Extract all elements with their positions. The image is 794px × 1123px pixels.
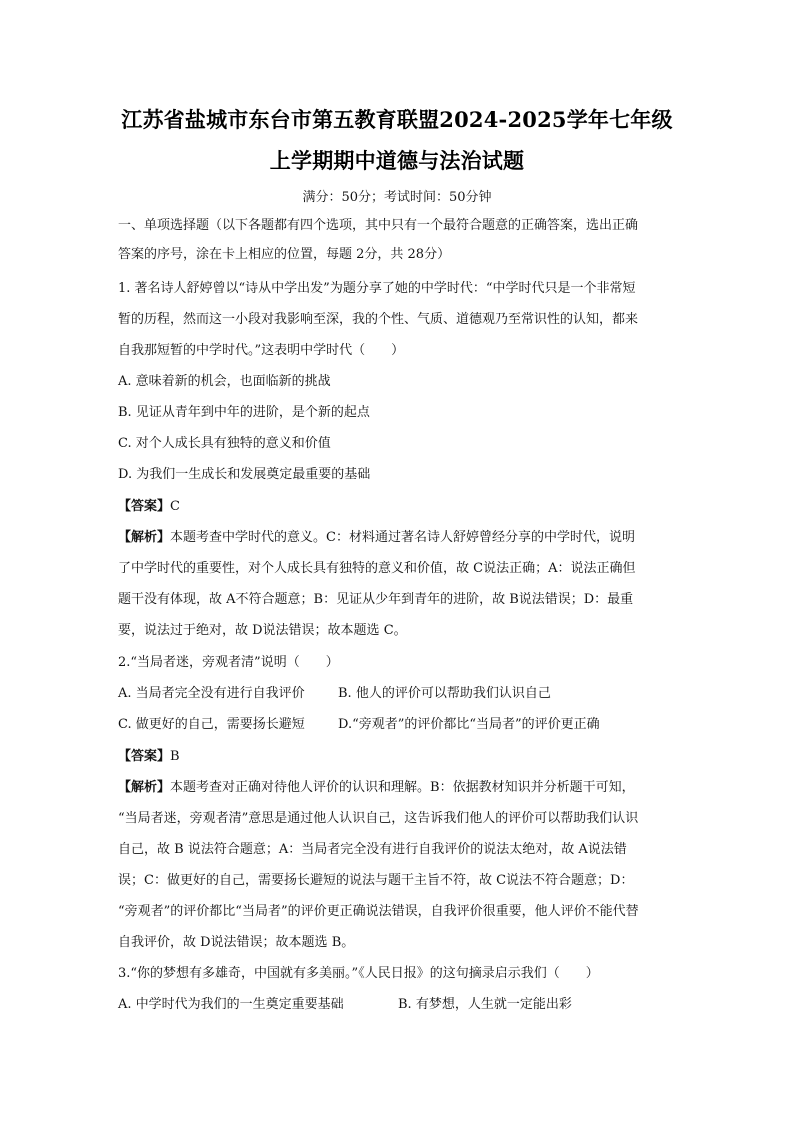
- question-2-analysis-end: 自我评价，故 D说法错误；故本题选 B。: [118, 935, 355, 950]
- question-1-analysis-cont: 了中学时代的重要性，对个人成长具有独特的意义和价值，故 C说法正确；A：说法正确但: [118, 561, 636, 576]
- document-title-line-2: 上学期期中道德与法治试题: [269, 148, 525, 173]
- question-2-stem: 2.“当局者迷，旁观者清”说明（ ）: [118, 655, 339, 670]
- question-1-option-a: A. 意味着新的机会，也面临新的挑战: [118, 374, 331, 389]
- question-2-analysis: [118, 778, 678, 798]
- answer-value: B: [170, 749, 180, 764]
- question-1-option-d: D. 为我们一生成长和发展奠定最重要的基础: [118, 467, 371, 482]
- answer-tag: 【答案】: [118, 499, 171, 514]
- analysis-tag: 【解析】: [118, 530, 171, 545]
- question-2-analysis-cont: 自己，故 B 说法符合题意；A：当局者完全没有进行自我评价的说法太绝对，故 A说法错: [118, 842, 627, 857]
- question-3-stem: 3.“你的梦想有多雄奇，中国就有多美丽。”《人民日报》的这句摘录启示我们（ ）: [118, 966, 599, 981]
- question-1-analysis-cont: 题干没有体现，故 A不符合题意；B：见证从少年到青年的进阶，故 B说法错误；D：最重: [118, 592, 634, 607]
- analysis-tag: 【解析】: [118, 780, 171, 795]
- question-1-analysis: [118, 528, 678, 548]
- question-2-option-c: C. 做更好的自己，需要扬长避短: [118, 717, 305, 732]
- question-3-option-b: B. 有梦想，人生就一定能出彩: [398, 997, 572, 1012]
- question-2-answer: [118, 747, 678, 767]
- answer-tag: 【答案】: [118, 749, 171, 764]
- section-heading: 一、单项选择题（以下各题都有四个选项，其中只有一个最符合题意的正确答案，选出正确: [118, 218, 639, 233]
- question-1-option-c: C. 对个人成长具有独特的意义和价值: [118, 436, 331, 451]
- question-1-stem-end: 自我那短暂的中学时代。”这表明中学时代（ ）: [118, 343, 405, 358]
- question-2-analysis-cont: “当局者迷，旁观者清”意思是通过他人认识自己，这告诉我们他人的评价可以帮助我们认识: [118, 811, 639, 826]
- question-3-options-row-1: [118, 995, 678, 1015]
- question-3-option-a: A. 中学时代为我们的一生奠定重要基础: [118, 997, 344, 1012]
- question-1-analysis-end: 要，说法过于绝对，故 D说法错误；故本题选 C。: [118, 623, 407, 638]
- question-2-option-d: D.“旁观者”的评价都比“当局者”的评价更正确: [338, 717, 600, 732]
- document-title-line-1: 江苏省盐城市东台市第五教育联盟2024-2025学年七年级: [121, 107, 673, 132]
- section-heading-cont: 答案的序号，涂在卡上相应的位置，每题 2分，共 28分）: [118, 247, 451, 262]
- question-1-stem-cont: 暂的历程，然而这一小段对我影响至深，我的个性、气质、道德观乃至常识性的认知，都来: [118, 312, 639, 327]
- question-1-option-b: B. 见证从青年到中年的进阶，是个新的起点: [118, 405, 370, 420]
- analysis-text: 本题考查对正确对待他人评价的认识和理解。B：依据教材知识并分析题干可知，: [170, 780, 635, 795]
- analysis-text: 本题考查中学时代的意义。C：材料通过著名诗人舒婷曾经分享的中学时代，说明: [170, 530, 635, 545]
- question-2-options-row-2: [118, 715, 678, 735]
- question-1-answer: [118, 497, 678, 517]
- question-2-option-b: B. 他人的评价可以帮助我们认识自己: [338, 686, 551, 701]
- question-2-analysis-cont: “旁观者”的评价都比“当局者”的评价更正确说法错误，自我评价很重要，他人评价不能代替: [118, 904, 639, 919]
- answer-value: C: [170, 499, 180, 514]
- question-1-stem: 1. 著名诗人舒婷曾以“诗从中学出发”为题分享了她的中学时代：“中学时代只是一个非常短: [118, 281, 636, 296]
- question-2-options-row-1: [118, 684, 678, 704]
- question-2-option-a: A. 当局者完全没有进行自我评价: [118, 686, 305, 701]
- exam-meta: 满分：50分；考试时间：50分钟: [302, 190, 492, 205]
- question-2-analysis-cont: 误；C：做更好的自己，需要扬长避短的说法与题干主旨不符，故 C说法不符合题意；D：: [118, 873, 634, 888]
